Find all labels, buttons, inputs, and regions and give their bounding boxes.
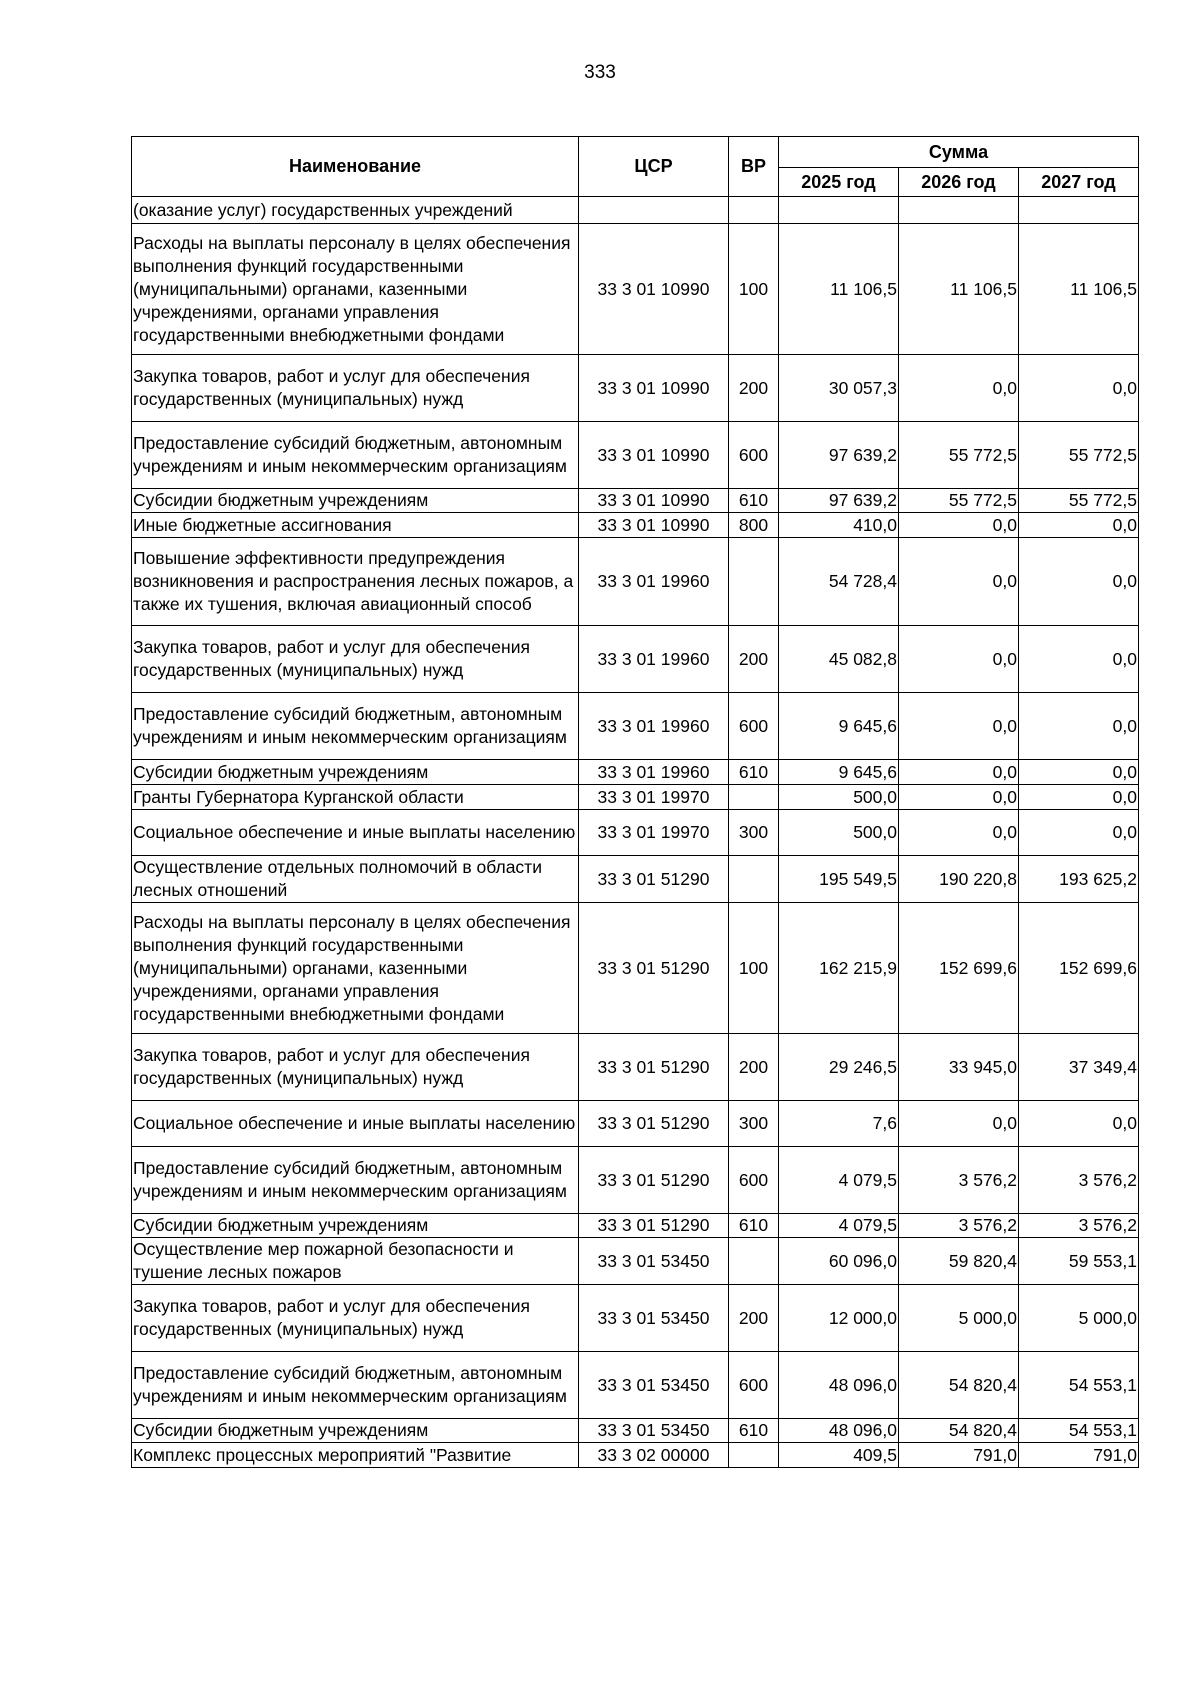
cell-2025: 9 645,6 xyxy=(779,760,899,785)
cell-2027: 0,0 xyxy=(1019,760,1139,785)
cell-2027: 0,0 xyxy=(1019,538,1139,626)
cell-2025: 29 246,5 xyxy=(779,1034,899,1101)
cell-2025: 48 096,0 xyxy=(779,1352,899,1419)
cell-name: Комплекс процессных мероприятий "Развитие xyxy=(132,1443,579,1468)
cell-name: Повышение эффективности предупреждения возникновения и распространения лесных пожаров, а также их тушения, включая авиационный способ xyxy=(132,538,579,626)
cell-2025: 11 106,5 xyxy=(779,224,899,355)
table-row xyxy=(132,197,1139,224)
cell-2026: 791,0 xyxy=(899,1443,1019,1468)
table-row xyxy=(132,785,1139,810)
cell-csr: 33 3 01 51290 xyxy=(579,1147,729,1214)
cell-vr: 200 xyxy=(729,626,779,693)
cell-csr: 33 3 01 53450 xyxy=(579,1238,729,1285)
cell-2025: 195 549,5 xyxy=(779,856,899,903)
cell-vr: 610 xyxy=(729,1214,779,1238)
cell-name: Предоставление субсидий бюджетным, автономным учреждениям и иным некоммерческим организациям xyxy=(132,1147,579,1214)
cell-2027: 3 576,2 xyxy=(1019,1214,1139,1238)
cell-csr: 33 3 01 19960 xyxy=(579,626,729,693)
cell-name: Предоставление субсидий бюджетным, автономным учреждениям и иным некоммерческим организациям xyxy=(132,693,579,760)
cell-name: Социальное обеспечение и иные выплаты населению xyxy=(132,1101,579,1147)
cell-2026: 0,0 xyxy=(899,760,1019,785)
cell-2025 xyxy=(779,197,899,224)
cell-vr: 200 xyxy=(729,355,779,422)
cell-csr: 33 3 01 51290 xyxy=(579,1101,729,1147)
cell-2026: 5 000,0 xyxy=(899,1285,1019,1352)
cell-2025: 12 000,0 xyxy=(779,1285,899,1352)
cell-name: Субсидии бюджетным учреждениям xyxy=(132,1419,579,1443)
cell-vr xyxy=(729,197,779,224)
cell-name: Расходы на выплаты персоналу в целях обеспечения выполнения функций государственными (муниципальными) органами, казенными учреждениями, органами управления государственными внебюджетными фондами xyxy=(132,224,579,355)
cell-csr: 33 3 01 51290 xyxy=(579,1214,729,1238)
cell-2025: 45 082,8 xyxy=(779,626,899,693)
table-row xyxy=(132,422,1139,489)
table-row xyxy=(132,538,1139,626)
cell-2027: 54 553,1 xyxy=(1019,1352,1139,1419)
cell-vr: 300 xyxy=(729,810,779,856)
cell-2025: 4 079,5 xyxy=(779,1214,899,1238)
cell-vr: 610 xyxy=(729,760,779,785)
cell-csr: 33 3 01 53450 xyxy=(579,1285,729,1352)
table-row xyxy=(132,1101,1139,1147)
cell-2027: 55 772,5 xyxy=(1019,422,1139,489)
cell-2026: 0,0 xyxy=(899,810,1019,856)
table-row xyxy=(132,760,1139,785)
cell-name: Осуществление мер пожарной безопасности и тушение лесных пожаров xyxy=(132,1238,579,1285)
cell-2027: 55 772,5 xyxy=(1019,489,1139,513)
cell-csr: 33 3 02 00000 xyxy=(579,1443,729,1468)
cell-2026: 0,0 xyxy=(899,693,1019,760)
cell-2027: 0,0 xyxy=(1019,785,1139,810)
cell-2027: 3 576,2 xyxy=(1019,1147,1139,1214)
cell-2026: 0,0 xyxy=(899,1101,1019,1147)
table-row xyxy=(132,693,1139,760)
cell-csr: 33 3 01 10990 xyxy=(579,224,729,355)
cell-csr: 33 3 01 19960 xyxy=(579,760,729,785)
cell-2027: 152 699,6 xyxy=(1019,903,1139,1034)
cell-csr: 33 3 01 51290 xyxy=(579,1034,729,1101)
cell-vr: 600 xyxy=(729,1352,779,1419)
cell-2027: 0,0 xyxy=(1019,1101,1139,1147)
cell-2025: 409,5 xyxy=(779,1443,899,1468)
table-row xyxy=(132,1419,1139,1443)
cell-2026: 11 106,5 xyxy=(899,224,1019,355)
cell-csr: 33 3 01 10990 xyxy=(579,513,729,538)
cell-2027: 5 000,0 xyxy=(1019,1285,1139,1352)
cell-vr xyxy=(729,538,779,626)
cell-csr: 33 3 01 10990 xyxy=(579,489,729,513)
column-header-2026: 2026 год xyxy=(899,168,1019,197)
table-row xyxy=(132,1034,1139,1101)
cell-2026: 0,0 xyxy=(899,513,1019,538)
cell-2026: 55 772,5 xyxy=(899,489,1019,513)
cell-2026 xyxy=(899,197,1019,224)
cell-csr: 33 3 01 19960 xyxy=(579,693,729,760)
cell-2026: 59 820,4 xyxy=(899,1238,1019,1285)
cell-name: Социальное обеспечение и иные выплаты населению xyxy=(132,810,579,856)
cell-2025: 500,0 xyxy=(779,785,899,810)
table-row xyxy=(132,810,1139,856)
cell-2025: 54 728,4 xyxy=(779,538,899,626)
cell-2027: 791,0 xyxy=(1019,1443,1139,1468)
cell-csr: 33 3 01 53450 xyxy=(579,1352,729,1419)
cell-vr: 800 xyxy=(729,513,779,538)
table-row xyxy=(132,626,1139,693)
cell-name: Расходы на выплаты персоналу в целях обеспечения выполнения функций государственными (муниципальными) органами, казенными учреждениями, органами управления государственными внебюджетными фондами xyxy=(132,903,579,1034)
cell-vr: 200 xyxy=(729,1285,779,1352)
cell-name: Субсидии бюджетным учреждениям xyxy=(132,489,579,513)
cell-name: (оказание услуг) государственных учреждений xyxy=(132,197,579,224)
column-header-name: Наименование xyxy=(132,137,579,197)
cell-2027: 11 106,5 xyxy=(1019,224,1139,355)
cell-name: Субсидии бюджетным учреждениям xyxy=(132,760,579,785)
cell-vr: 600 xyxy=(729,422,779,489)
cell-2027: 0,0 xyxy=(1019,693,1139,760)
table-row xyxy=(132,1147,1139,1214)
cell-csr: 33 3 01 10990 xyxy=(579,355,729,422)
table-row xyxy=(132,856,1139,903)
cell-2026: 0,0 xyxy=(899,785,1019,810)
page-number: 333 xyxy=(584,62,616,83)
table-header-row xyxy=(132,137,1139,168)
column-header-sum: Сумма xyxy=(779,137,1139,168)
table-row xyxy=(132,513,1139,538)
cell-2025: 162 215,9 xyxy=(779,903,899,1034)
cell-vr: 300 xyxy=(729,1101,779,1147)
cell-2025: 410,0 xyxy=(779,513,899,538)
cell-csr: 33 3 01 19970 xyxy=(579,785,729,810)
cell-csr: 33 3 01 19960 xyxy=(579,538,729,626)
cell-name: Предоставление субсидий бюджетным, автономным учреждениям и иным некоммерческим организациям xyxy=(132,422,579,489)
cell-vr: 610 xyxy=(729,489,779,513)
cell-vr: 600 xyxy=(729,693,779,760)
cell-name: Закупка товаров, работ и услуг для обеспечения государственных (муниципальных) нужд xyxy=(132,1285,579,1352)
cell-2025: 4 079,5 xyxy=(779,1147,899,1214)
cell-2025: 7,6 xyxy=(779,1101,899,1147)
cell-2027: 0,0 xyxy=(1019,810,1139,856)
cell-vr: 100 xyxy=(729,903,779,1034)
cell-name: Закупка товаров, работ и услуг для обеспечения государственных (муниципальных) нужд xyxy=(132,355,579,422)
table-body xyxy=(132,197,1139,1468)
cell-2025: 97 639,2 xyxy=(779,422,899,489)
cell-vr: 100 xyxy=(729,224,779,355)
cell-vr: 610 xyxy=(729,1419,779,1443)
cell-2025: 48 096,0 xyxy=(779,1419,899,1443)
table-row xyxy=(132,1238,1139,1285)
column-header-2025: 2025 год xyxy=(779,168,899,197)
cell-csr: 33 3 01 51290 xyxy=(579,903,729,1034)
cell-name: Гранты Губернатора Курганской области xyxy=(132,785,579,810)
cell-name: Иные бюджетные ассигнования xyxy=(132,513,579,538)
cell-2027 xyxy=(1019,197,1139,224)
cell-name: Осуществление отдельных полномочий в области лесных отношений xyxy=(132,856,579,903)
cell-2026: 0,0 xyxy=(899,626,1019,693)
column-header-vr: ВР xyxy=(729,137,779,197)
cell-2025: 60 096,0 xyxy=(779,1238,899,1285)
cell-vr xyxy=(729,785,779,810)
cell-2026: 3 576,2 xyxy=(899,1147,1019,1214)
cell-name: Субсидии бюджетным учреждениям xyxy=(132,1214,579,1238)
cell-vr xyxy=(729,856,779,903)
table-row xyxy=(132,1285,1139,1352)
cell-2026: 190 220,8 xyxy=(899,856,1019,903)
cell-2027: 59 553,1 xyxy=(1019,1238,1139,1285)
cell-2027: 0,0 xyxy=(1019,355,1139,422)
cell-csr: 33 3 01 19970 xyxy=(579,810,729,856)
cell-2027: 193 625,2 xyxy=(1019,856,1139,903)
cell-vr: 600 xyxy=(729,1147,779,1214)
cell-2026: 55 772,5 xyxy=(899,422,1019,489)
cell-2026: 0,0 xyxy=(899,355,1019,422)
table-row xyxy=(132,355,1139,422)
cell-2025: 500,0 xyxy=(779,810,899,856)
cell-vr: 200 xyxy=(729,1034,779,1101)
column-header-2027: 2027 год xyxy=(1019,168,1139,197)
cell-csr: 33 3 01 10990 xyxy=(579,422,729,489)
cell-name: Закупка товаров, работ и услуг для обеспечения государственных (муниципальных) нужд xyxy=(132,626,579,693)
cell-2025: 30 057,3 xyxy=(779,355,899,422)
cell-2026: 33 945,0 xyxy=(899,1034,1019,1101)
cell-csr xyxy=(579,197,729,224)
cell-2027: 0,0 xyxy=(1019,626,1139,693)
cell-2026: 0,0 xyxy=(899,538,1019,626)
cell-2026: 54 820,4 xyxy=(899,1419,1019,1443)
table-row xyxy=(132,1352,1139,1419)
cell-2026: 54 820,4 xyxy=(899,1352,1019,1419)
cell-2026: 3 576,2 xyxy=(899,1214,1019,1238)
column-header-csr: ЦСР xyxy=(579,137,729,197)
cell-vr xyxy=(729,1443,779,1468)
cell-2027: 0,0 xyxy=(1019,513,1139,538)
table-row xyxy=(132,489,1139,513)
table-row xyxy=(132,1214,1139,1238)
budget-table xyxy=(131,136,1139,1468)
cell-2026: 152 699,6 xyxy=(899,903,1019,1034)
cell-2025: 97 639,2 xyxy=(779,489,899,513)
cell-2027: 54 553,1 xyxy=(1019,1419,1139,1443)
cell-vr xyxy=(729,1238,779,1285)
cell-2025: 9 645,6 xyxy=(779,693,899,760)
table-row xyxy=(132,224,1139,355)
table-row xyxy=(132,903,1139,1034)
cell-2027: 37 349,4 xyxy=(1019,1034,1139,1101)
cell-csr: 33 3 01 53450 xyxy=(579,1419,729,1443)
cell-name: Предоставление субсидий бюджетным, автономным учреждениям и иным некоммерческим организациям xyxy=(132,1352,579,1419)
cell-name: Закупка товаров, работ и услуг для обеспечения государственных (муниципальных) нужд xyxy=(132,1034,579,1101)
cell-csr: 33 3 01 51290 xyxy=(579,856,729,903)
table-row xyxy=(132,1443,1139,1468)
